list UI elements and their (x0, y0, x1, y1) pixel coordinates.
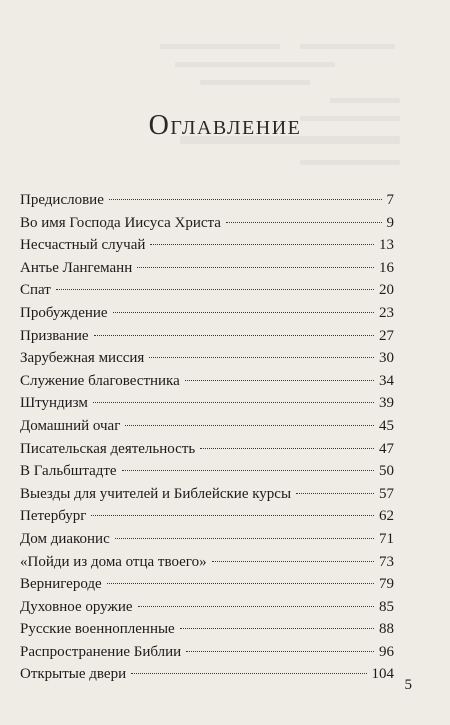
toc-entry-title: Писательская деятельность (20, 440, 196, 457)
toc-entry-page: 104 (371, 666, 394, 683)
toc-entry (20, 415, 394, 438)
toc-entry-title: Распространение Библии (20, 643, 182, 660)
toc-entry-page: 27 (379, 327, 394, 344)
toc-entry (20, 257, 394, 280)
toc-entry-title: Служение благовестника (20, 372, 180, 389)
toc-entry (20, 483, 394, 506)
toc-entry-page: 16 (379, 259, 394, 276)
toc-entry-title: Несчастный случай (20, 237, 146, 254)
dot-leader (122, 470, 374, 471)
toc-entry (20, 641, 394, 664)
toc-entry-title: Русские военнопленные (20, 621, 175, 638)
toc-entry-page: 39 (379, 395, 394, 412)
toc-entry-title: Зарубежная миссия (20, 350, 145, 367)
toc-entry-page: 62 (379, 508, 394, 525)
page-number: 5 (404, 677, 412, 693)
toc-entry-page: 20 (379, 282, 394, 299)
toc-entry-page: 30 (379, 350, 394, 367)
toc-entry-title: «Пойди из дома отца твоего» (20, 553, 207, 570)
toc-entry (20, 370, 394, 393)
dot-leader (107, 583, 374, 584)
toc-entry (20, 505, 394, 528)
toc-entry-title: Призвание (20, 327, 89, 344)
dot-leader (185, 380, 374, 381)
toc-entry (20, 618, 394, 641)
dot-leader (93, 402, 374, 403)
toc-entry (20, 212, 394, 235)
dot-leader (212, 561, 374, 562)
dot-leader (56, 289, 374, 290)
toc-entry-page: 47 (379, 440, 394, 457)
toc-entry-page: 79 (379, 576, 394, 593)
dot-leader (150, 244, 374, 245)
toc-entry-page: 34 (379, 372, 394, 389)
toc-entry-title: Петербург (20, 508, 87, 525)
toc-entry-title: Пробуждение (20, 304, 108, 321)
toc-entry (20, 460, 394, 483)
toc-entry (20, 596, 394, 619)
toc-entry-page: 57 (379, 485, 394, 502)
toc-entry-title: Вернигероде (20, 576, 102, 593)
toc-entry (20, 325, 394, 348)
toc-entry (20, 528, 394, 551)
toc-entry-page: 88 (379, 621, 394, 638)
toc-entry-title: Штундизм (20, 395, 88, 412)
toc-entry-page: 13 (379, 237, 394, 254)
toc-entry-page: 71 (379, 530, 394, 547)
toc-entry-page: 7 (386, 192, 394, 208)
page-title: Оглавление (148, 110, 302, 141)
toc-entry-title: Дом диаконис (20, 530, 110, 547)
dot-leader (226, 222, 382, 223)
dot-leader (94, 335, 374, 336)
toc-entry-title: Во имя Господа Иисуса Христа (20, 214, 221, 231)
toc-entry-page: 9 (386, 214, 394, 231)
toc-entry (20, 234, 394, 257)
toc-entry (20, 551, 394, 574)
dot-leader (200, 448, 374, 449)
toc-entry (20, 392, 394, 415)
dot-leader (149, 357, 374, 358)
toc-entry-page: 45 (379, 417, 394, 434)
toc-entry-title: Открытые двери (20, 666, 127, 683)
toc-entry (20, 279, 394, 302)
toc-entry-page: 85 (379, 598, 394, 615)
toc-entry (20, 438, 394, 461)
toc-entry (20, 573, 394, 596)
dot-leader (180, 628, 374, 629)
dot-leader (125, 425, 374, 426)
dot-leader (113, 312, 374, 313)
toc-entry (20, 189, 394, 212)
toc-entry-title: Домашний очаг (20, 417, 121, 434)
dot-leader (109, 199, 382, 200)
toc-entry-title: Предисловие (20, 192, 104, 208)
toc-entry-title: Духовное оружие (20, 598, 133, 615)
table-of-contents (20, 189, 394, 686)
dot-leader (138, 606, 374, 607)
toc-entry-page: 23 (379, 304, 394, 321)
toc-entry (20, 663, 394, 686)
toc-entry (20, 347, 394, 370)
dot-leader (91, 515, 374, 516)
toc-entry-title: Выезды для учителей и Библейские курсы (20, 485, 292, 502)
toc-entry-title: В Гальбштадте (20, 463, 117, 480)
dot-leader (186, 651, 374, 652)
toc-entry-title: Спат (20, 282, 51, 299)
toc-entry-page: 50 (379, 463, 394, 480)
toc-entry-title: Антье Лангеманн (20, 259, 133, 276)
dot-leader (131, 673, 366, 674)
toc-entry-page: 96 (379, 643, 394, 660)
dot-leader (296, 493, 374, 494)
toc-entry-page: 73 (379, 553, 394, 570)
dot-leader (137, 267, 374, 268)
dot-leader (115, 538, 374, 539)
toc-entry (20, 302, 394, 325)
